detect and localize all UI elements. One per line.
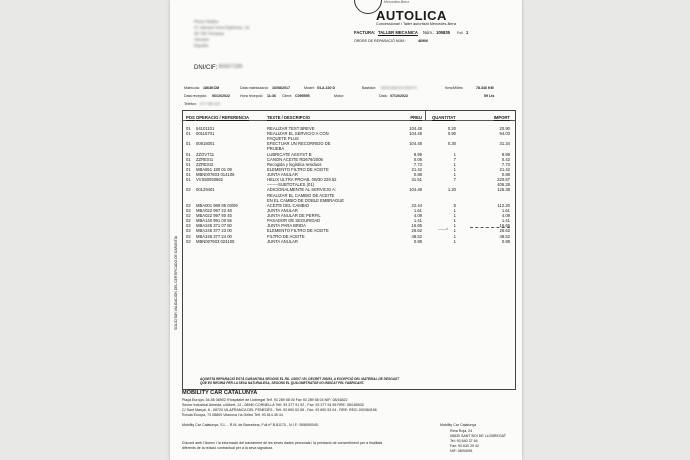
data-value: 07/10/2022: [390, 94, 408, 98]
company-address: C/ Sant Marçal, 8 - 08720 VILAFRANCA DEL PENEDÈS - Telf. 93 890 53 58 - Fax: 93 890 53 04 - RRE: REIC-000384166: [182, 408, 377, 412]
recepcio-value: 06/10/2022: [212, 94, 230, 98]
customer-line: Alicante: [194, 37, 209, 42]
header-txt: TEXTE / DESCRIPCIO: [267, 115, 311, 120]
footer-addr: Fax: 93 630 29 42: [450, 444, 479, 448]
hora-label: Hora recepció:: [240, 94, 264, 98]
cell-txt: ELEMENTO FILTRO DE ACEITE: [267, 228, 329, 234]
cell-imp: 7.73: [501, 161, 510, 167]
cell-preu: 104.48: [409, 126, 422, 131]
cell-qty: 1: [453, 223, 456, 229]
cell-ref: 54101101: [196, 126, 215, 131]
cell-qty: 1: [453, 161, 456, 167]
cell-txt: PAQUETE PLUS: [267, 136, 299, 142]
cell-ref: ZZRESI1: [196, 156, 214, 162]
model-value: GLA 220 D: [317, 86, 336, 90]
cell-imp: 94.03: [499, 131, 510, 137]
cell-pos: 02: [186, 207, 191, 213]
cell-imp: 125.38: [497, 187, 510, 193]
cell-preu: 21.42: [411, 166, 422, 172]
cell-preu: 22.44: [411, 202, 422, 208]
cell-ref: MBA140 991 00 55: [196, 218, 232, 224]
cell-preu: 7.73: [413, 161, 422, 167]
cell-qty: 0.30: [447, 141, 456, 147]
side-text: SOLICITAR VALIDACIÓN DEL CERTIFICADO DE GARANTÍA: [174, 235, 178, 330]
header-divider: [182, 120, 515, 121]
cell-pos: 01: [186, 172, 191, 178]
foli-label: Foli: [457, 30, 463, 35]
header-pos: POS: [186, 115, 195, 120]
cell-txt: HELIX ULTRA PROAB. 0W30 229.52: [267, 177, 337, 183]
cell-txt: --------SUBTOTALES (01): [267, 182, 315, 188]
cell-ref: MBN007603 024105: [196, 238, 235, 244]
telefon-value: 677 458 220: [200, 102, 220, 106]
header-qty: QUANTITAT: [432, 115, 456, 120]
cell-pos: 02: [186, 238, 191, 244]
header-preu: PREU: [410, 115, 422, 120]
table-header: [170, 115, 522, 120]
cell-pos: 01: [186, 156, 191, 162]
cell-preu: 0.88: [413, 172, 422, 178]
warranty-line-1: AQUESTA REPARACIÓ ESTÀ GARANTIDA SEGONS EL RD. 1/2007 I EL DECRET 298/91, A EXCEPCIÓ DEL MATERIAL DE DESGAST: [200, 377, 400, 381]
company-address: Plaça Europa, 54-56 08902 l'Hospitalet de Llobregat Telf. 93 289 58 00 Fax 93 289 58 04 NIF: 08/16822: [182, 398, 348, 402]
motor-label: Motor:: [334, 94, 345, 98]
cell-imp: 112.20: [497, 202, 510, 208]
cell-ref: MBA022 997 80 45: [196, 213, 232, 219]
customer-line: 08 700 Terrassa: [194, 31, 224, 36]
cell-pos: 02: [186, 213, 191, 219]
cell-txt: FILTRO DE ACEITE: [267, 233, 305, 239]
cell-imp: 0.42: [501, 156, 510, 162]
cell-imp: 20.90: [499, 126, 510, 131]
cell-preu: 31.51: [411, 177, 422, 183]
matricula-label: Matrícula:: [184, 86, 200, 90]
cell-qty: 5: [453, 202, 456, 208]
cell-txt: PASADOR DE SEGURIDAD: [267, 218, 321, 224]
cell-qty: 1: [453, 228, 456, 234]
bastidor-value: WDD1569121J335771: [381, 86, 418, 90]
cell-qty: 7: [453, 177, 456, 183]
cell-imp: 0.88: [501, 172, 510, 178]
lts-value: 59 Lts: [484, 94, 495, 98]
cell-ref: ZZRESI2: [196, 161, 214, 167]
cell-ref: 00129401: [196, 187, 215, 193]
data-matric-label: Data matriculació:: [240, 86, 269, 90]
cell-qty: 1: [453, 172, 456, 178]
bastidor-label: Bastidor:: [362, 86, 377, 90]
cell-pos: 02: [186, 233, 191, 239]
cell-ref: ZZGVT11: [196, 151, 215, 157]
ordre-value: 46906: [418, 39, 428, 43]
cell-ref: MBA246 371 07 80: [196, 223, 232, 229]
subtotal-rule: [470, 227, 510, 228]
cell-txt: ADICIONALMENTE AL SERVICIO A:: [267, 187, 337, 193]
cell-pos: 01: [186, 177, 191, 183]
cell-txt: JUNTA ANULAR: [267, 207, 298, 213]
company-name: MOBILITY CAR CATALUNYA: [182, 390, 258, 396]
footer-legal: Mobility Car Catalunya, S.L. - R.M. de Barcelona, Full nº B-81170 - N.I.F.: B08090045: [182, 423, 318, 427]
cell-preu: 104.48: [409, 131, 422, 137]
cell-qty: 0.90: [447, 131, 456, 137]
invoice-page: [170, 0, 522, 460]
data-matric-value: 16/08/2017: [272, 86, 290, 90]
cell-ref: 00115701: [196, 131, 215, 137]
dni-value: 45667189: [218, 64, 243, 70]
cell-txt: LUBRICATE ASSYST B: [267, 151, 312, 157]
cell-qty: 7: [453, 156, 456, 162]
model-label: Model:: [304, 86, 315, 90]
cell-txt: CANON ACEITE RD679/2006: [267, 156, 323, 162]
cell-pos: 02: [186, 223, 191, 229]
cell-imp: 48.52: [499, 233, 510, 239]
telefon-label: Telèfon:: [184, 102, 197, 106]
customer-line: Pérez Nadeu: [194, 19, 219, 24]
cell-preu: 16.65: [411, 223, 422, 229]
cell-imp: 220.57: [497, 177, 510, 183]
data-label: Data:: [379, 94, 388, 98]
kms-value: 78.346 KM: [476, 86, 494, 90]
cell-txt: ELEMENTO FILTRO DE ACEITE: [267, 166, 329, 172]
cell-qty: 1: [453, 233, 456, 239]
foli-value: 1: [466, 30, 469, 35]
cell-pos: 01: [186, 126, 191, 131]
cell-txt: JUNTA ANULAR: [267, 238, 298, 244]
cell-preu: 104.48: [409, 141, 422, 147]
cell-imp: 406.28: [497, 182, 510, 188]
cell-ref: MBA246 377 23 00: [196, 228, 232, 234]
table-row: [170, 239, 522, 244]
cell-txt: EFECTUAR UN RECORRIDO DE: [267, 141, 331, 147]
cell-ref: MBN007603 014106: [196, 172, 235, 178]
cell-ref: MBA001 989 85 03/09: [196, 202, 238, 208]
cell-qty: 1: [453, 207, 456, 213]
cell-pos: 01: [186, 161, 191, 167]
cell-txt: JUNTA ANULAR DE PERFIL: [267, 213, 321, 219]
kms-label: Kms/Milles:: [445, 86, 464, 90]
cell-qty: 1: [453, 213, 456, 219]
cell-qty: 1: [453, 166, 456, 172]
cell-txt: ACEITE DEL CAMBIO: [267, 202, 309, 208]
cell-imp: 31.34: [499, 141, 510, 147]
factura-label: FACTURA:: [354, 30, 376, 35]
cell-ref: MBA651 180 01 09: [196, 166, 232, 172]
customer-line: Cl. Manuel Vera Espinosa, 15: [194, 25, 250, 30]
cell-preu: 26.62: [411, 228, 422, 234]
footer-addr: 08830 SANT BOI DE LLOBREGAT: [450, 434, 506, 438]
client-label: Client:: [282, 94, 293, 98]
privacy-line-1: D'acord amb l'Annex I la informació del tractament de les seves dades personals i la prestació de consentiment per a finalitats: [182, 441, 383, 445]
cell-pos: 02: [186, 228, 191, 234]
brand-name: AUTOLICA: [376, 8, 447, 23]
footer-addr: NIF: 08/94091: [450, 449, 473, 453]
company-address: Ronda Europa, 73 08800 Vilanova i la Geltrú Telf. 93 814 45 44: [182, 413, 283, 417]
dni-label: DNI/CIF:: [194, 65, 218, 71]
cell-imp: 1.61: [501, 207, 510, 213]
brand-cut-text: Mercedes-Benz: [384, 0, 410, 4]
header-imp: IMPORT: [493, 115, 510, 120]
cell-ref: VVS50050662: [196, 177, 224, 183]
cell-imp: 16.65: [499, 223, 510, 229]
cell-imp: 8.99: [501, 151, 510, 157]
cell-txt: JUNTA PARA BRIDA: [267, 223, 306, 229]
cell-preu: 8.99: [413, 151, 422, 157]
num-value: 105835: [436, 30, 450, 35]
cell-ref: 00915001: [196, 141, 215, 147]
cell-imp: 1.41: [501, 218, 510, 224]
factura-type: TALLER MECANICA: [378, 30, 418, 35]
ordre-label: ORDRE DE REPARACIÓ NÚM.:: [354, 39, 407, 43]
recepcio-label: Data recepció:: [184, 94, 208, 98]
subtotal-arrow: ——>: [438, 226, 449, 231]
cell-txt: REALIZAR TEST BREVE: [267, 126, 315, 131]
warranty-line-2: QUE ES REGIRÀ PER LA SEVA NATURALESA, SEGONS EL QUILOMETRATGE I/O INDICAT PEL FABRICANT.: [200, 381, 365, 385]
cell-pos: 02: [186, 202, 191, 208]
cell-pos: 01: [186, 151, 191, 157]
cell-txt: JUNTA ANULAR: [267, 172, 298, 178]
cell-preu: 4.08: [413, 213, 422, 219]
cell-imp: 21.42: [499, 166, 510, 172]
cell-imp: 4.08: [501, 213, 510, 219]
brand-tagline: Concessionari i Taller autoritzat Mercedes-Benz: [376, 22, 457, 26]
cell-pos: 01: [186, 166, 191, 172]
cell-qty: 0.20: [447, 126, 456, 131]
cell-preu: 104.48: [409, 187, 422, 193]
cell-preu: 0.06: [413, 156, 422, 162]
cell-txt: EN EL CAMBIO DE DOBLE EMBRAGUE: [267, 197, 345, 203]
cell-pos: 01: [186, 131, 191, 137]
cell-preu: 48.52: [411, 233, 422, 239]
company-address: Sector Industrial Almeda, c/Albert, 14 - 08940 CORNELLÀ Telf. 93 377 91 92 - Fax: 93 377 94 55 RRE: 08/185530: [182, 403, 364, 407]
cell-preu: 0.88: [413, 238, 422, 244]
footer-addr: Rera Roja, 24: [450, 429, 473, 433]
cell-txt: REALIZAR EL CAMBIO DE ACEITE: [267, 192, 335, 198]
cell-qty: 1: [453, 218, 456, 224]
cell-imp: 26.62: [499, 228, 510, 234]
num-label: Núm.:: [423, 30, 435, 35]
cell-qty: 1: [453, 151, 456, 157]
cell-ref: MBA022 997 22 48: [196, 207, 232, 213]
cell-txt: PRUEBA: [267, 146, 285, 152]
cell-qty: 1.20: [447, 187, 456, 193]
cell-imp: 0.88: [501, 238, 510, 244]
privacy-line-2: diferents de la relació contractual per a la seva signatura.: [182, 446, 274, 450]
footer-addr: Tel: 93 640 37 64: [450, 439, 478, 443]
cell-pos: 02: [186, 187, 191, 193]
cell-qty: 1: [453, 238, 456, 244]
client-value: C095595: [295, 94, 310, 98]
hora-value: 11:36: [267, 94, 276, 98]
cell-txt: Recogida y logística residuos: [267, 161, 322, 167]
cell-preu: 1.61: [413, 207, 422, 213]
cell-ref: MBA246 377 24 00: [196, 233, 232, 239]
cell-preu: 1.41: [413, 218, 422, 224]
cell-pos: 01: [186, 141, 191, 147]
footer-company: Mobility Car Catalunya: [440, 423, 477, 427]
header-ref: OPERACIO / REFERENCIA: [196, 115, 250, 120]
cell-txt: REALIZAR EL SERVICIO A CON: [267, 131, 329, 137]
customer-line: España: [194, 43, 209, 48]
cell-pos: 02: [186, 218, 191, 224]
matricula-value: 1864KCM: [203, 86, 220, 90]
